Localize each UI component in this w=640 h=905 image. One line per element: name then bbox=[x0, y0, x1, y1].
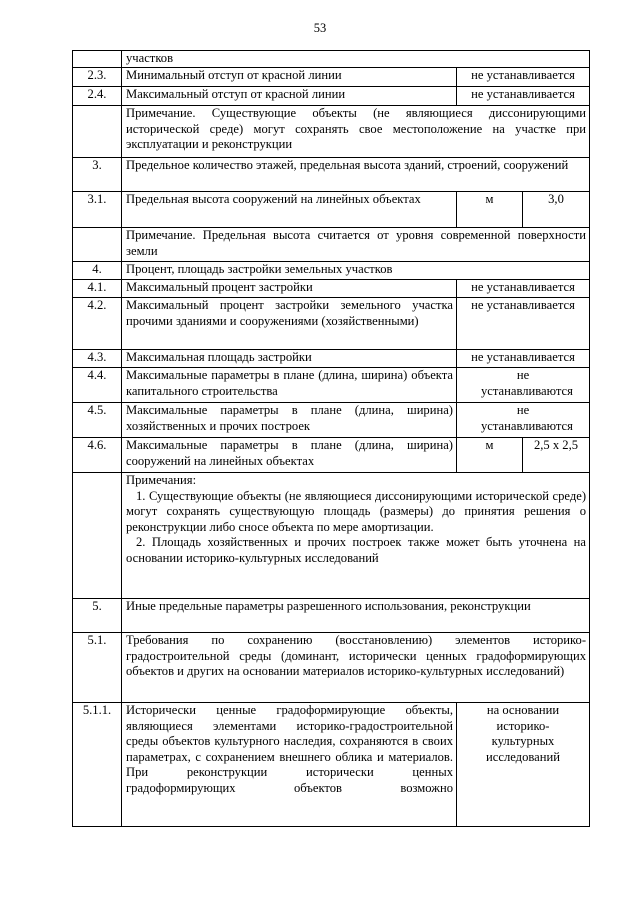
table-row bbox=[73, 87, 590, 106]
regulations-table bbox=[72, 50, 590, 827]
row-value: не устанавливается bbox=[457, 280, 590, 298]
row-value: 3,0 bbox=[523, 192, 590, 228]
row-value: не устанавливаются bbox=[457, 368, 590, 403]
table-row bbox=[73, 280, 590, 298]
row-number: 4.2. bbox=[73, 298, 122, 350]
row-value: не устанавливается bbox=[457, 87, 590, 106]
row-unit: м bbox=[457, 438, 523, 473]
page-number: 53 bbox=[313, 21, 327, 35]
row-number: 4.5. bbox=[73, 403, 122, 438]
row-unit: м bbox=[457, 192, 523, 228]
table-row bbox=[73, 106, 590, 158]
row-text: Максимальная площадь застройки bbox=[122, 350, 457, 368]
table-row bbox=[73, 703, 590, 827]
row-number: 4.4. bbox=[73, 368, 122, 403]
row-text: Иные предельные параметры разрешенного использования, реконструкции bbox=[122, 599, 590, 633]
row-number: 2.3. bbox=[73, 68, 122, 87]
row-value: на основании историко-культурных исследований bbox=[457, 703, 590, 827]
row-number: 5.1. bbox=[73, 633, 122, 703]
table-row bbox=[73, 262, 590, 280]
row-text: Процент, площадь застройки земельных участков bbox=[122, 262, 590, 280]
row-number: 3.1. bbox=[73, 192, 122, 228]
row-value: не устанавливается bbox=[457, 68, 590, 87]
row-text: Требования по сохранению (восстановлению) элементов историко-градостроительной среды (доминант, исторически ценных градоформирующих объектов и других на основании материалов историко-культурных исследований) bbox=[122, 633, 590, 703]
row-number: 3. bbox=[73, 158, 122, 192]
row-number bbox=[73, 473, 122, 599]
row-number bbox=[73, 106, 122, 158]
table-row bbox=[73, 68, 590, 87]
row-number: 4.1. bbox=[73, 280, 122, 298]
table-row bbox=[73, 438, 590, 473]
notes-title: Примечания: bbox=[126, 473, 197, 487]
row-text: Исторически ценные градоформирующие объекты, являющиеся элементами историко-градостроительной среды объектов культурного наследия, сохраняются в своих параметрах, с сохранением внешнего облика и материалов. При реконструкции исторически ценных градоформирующих объектов возможно bbox=[122, 703, 457, 827]
row-number: 2.4. bbox=[73, 87, 122, 106]
table-row bbox=[73, 192, 590, 228]
row-number: 4.3. bbox=[73, 350, 122, 368]
row-number bbox=[73, 228, 122, 262]
table-row bbox=[73, 368, 590, 403]
row-text: Максимальные параметры в плане (длина, ширина) хозяйственных и прочих построек bbox=[122, 403, 457, 438]
row-text: Максимальные параметры в плане (длина, ширина) объекта капитального строительства bbox=[122, 368, 457, 403]
note-text: Примечание. Существующие объекты (не являющиеся диссонирующими исторической среде) могут сохранять свое местоположение на участке при эксплуатации и реконструкции bbox=[122, 106, 590, 158]
row-number: 4. bbox=[73, 262, 122, 280]
note-item: 2. Площадь хозяйственных и прочих построек также может быть уточнена на основании историко-культурных исследований bbox=[126, 535, 587, 565]
table-row bbox=[73, 350, 590, 368]
row-number bbox=[73, 51, 122, 68]
table-row bbox=[73, 228, 590, 262]
row-text: Минимальный отступ от красной линии bbox=[122, 68, 457, 87]
row-text: Предельное количество этажей, предельная высота зданий, строений, сооружений bbox=[122, 158, 590, 192]
row-value: не устанавливаются bbox=[457, 403, 590, 438]
row-value: не устанавливается bbox=[457, 350, 590, 368]
table-row bbox=[73, 51, 590, 68]
row-number: 5. bbox=[73, 599, 122, 633]
row-value: 2,5 х 2,5 bbox=[523, 438, 590, 473]
row-text: Максимальные параметры в плане (длина, ширина) сооружений на линейных объектах bbox=[122, 438, 457, 473]
table-row bbox=[73, 158, 590, 192]
row-text: Максимальный процент застройки bbox=[122, 280, 457, 298]
note-item: 1. Существующие объекты (не являющиеся диссонирующими исторической среде) могут сохранять существующую площадь (размеры) до принятия решения о реконструкции либо сносе объекта по мере амортизации. bbox=[126, 488, 587, 534]
row-text: Предельная высота сооружений на линейных объектах bbox=[122, 192, 457, 228]
row-text: Максимальный отступ от красной линии bbox=[122, 87, 457, 106]
row-text: Максимальный процент застройки земельного участка прочими зданиями и сооружениями (хозяйственными) bbox=[122, 298, 457, 350]
table-row bbox=[73, 403, 590, 438]
table-row bbox=[73, 599, 590, 633]
table-row bbox=[73, 633, 590, 703]
row-number: 4.6. bbox=[73, 438, 122, 473]
table-row bbox=[73, 473, 590, 599]
notes-block bbox=[122, 473, 590, 599]
row-text: участков bbox=[122, 51, 590, 68]
row-number: 5.1.1. bbox=[73, 703, 122, 827]
row-value: не устанавливается bbox=[457, 298, 590, 350]
table-row bbox=[73, 298, 590, 350]
note-text: Примечание. Предельная высота считается от уровня современной поверхности земли bbox=[122, 228, 590, 262]
